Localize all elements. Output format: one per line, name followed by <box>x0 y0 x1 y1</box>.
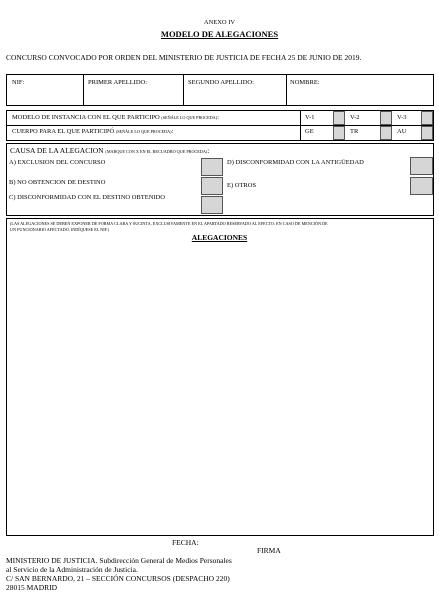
causa-e-label: E) OTROS <box>227 182 257 189</box>
cuerpo-option-ge-checkbox[interactable] <box>333 126 345 140</box>
firma-label: FIRMA <box>257 546 281 555</box>
segundo-apellido-field[interactable]: SEGUNDO APELLIDO: <box>188 79 254 86</box>
cuerpo-option-au-label: AU <box>397 128 407 135</box>
causa-a-label: A) EXCLUSION DEL CONCURSO <box>9 159 106 166</box>
cuerpo-option-ge-label: GE <box>305 128 314 135</box>
address-line-2: al Servicio de la Administración de Justicia. <box>6 565 138 574</box>
address-line-1: MINISTERIO DE JUSTICIA. Subdirección General de Medios Personales <box>6 556 232 565</box>
causa-a-checkbox[interactable] <box>201 158 223 176</box>
form-title: MODELO DE ALEGACIONES <box>160 29 279 39</box>
alegaciones-instructions-line1: (LAS ALEGACIONES SE DEBEN EXPONER DE FORMA CLARA Y SUCINTA, EXCLUSIVAMENTE EN EL APARTADO RESERVADO AL EFECTO. EN CASO DE MENCIÓN DE <box>10 221 328 226</box>
address-line-3: C/ SAN BERNARDO, 21 – SECCIÓN CONCURSOS (DESPACHO 220) <box>6 574 230 583</box>
instancia-option-v1-checkbox[interactable] <box>333 111 345 125</box>
alegaciones-heading: ALEGACIONES <box>191 233 248 242</box>
nif-field[interactable]: NIF: <box>12 79 25 86</box>
instancia-label: MODELO DE INSTANCIA CON EL QUE PARTICIPO (SEÑÁLE LO QUE PROCEDA): <box>12 114 219 121</box>
causa-d-label: D) DISCONFORMIDAD CON LA ANTIGÜEDAD <box>227 159 364 166</box>
causa-c-label: C) DISCONFORMIDAD CON EL DESTINO OBTENIDO <box>9 194 165 201</box>
alegaciones-block[interactable] <box>6 218 434 536</box>
instancia-option-v1-label: V-1 <box>305 114 315 121</box>
annex-label: ANEXO IV <box>203 19 236 26</box>
instancia-option-v2-checkbox[interactable] <box>380 111 392 125</box>
cuerpo-option-au-checkbox[interactable] <box>421 126 433 140</box>
causa-d-checkbox[interactable] <box>410 157 433 175</box>
causa-c-checkbox[interactable] <box>201 196 223 214</box>
cuerpo-option-tr-checkbox[interactable] <box>380 126 392 140</box>
address-line-4: 28015 MADRID <box>6 583 58 592</box>
causa-b-checkbox[interactable] <box>201 177 223 195</box>
causa-e-checkbox[interactable] <box>410 177 433 195</box>
cuerpo-option-tr-label: TR <box>350 128 359 135</box>
convocatoria-text: CONCURSO CONVOCADO POR ORDEN DEL MINISTERIO DE JUSTICIA DE FECHA 25 DE JUNIO DE 2019. <box>6 53 362 62</box>
fecha-label: FECHA: <box>172 538 199 547</box>
instancia-option-v2-label: V-2 <box>350 114 360 121</box>
alegaciones-instructions-line2: UN FUNCIONARIO AFECTADO, INDÍQUESE EL NIF.) <box>10 227 110 232</box>
instancia-option-v3-checkbox[interactable] <box>421 111 433 125</box>
causa-b-label: B) NO OBTENCION DE DESTINO <box>9 179 106 186</box>
primer-apellido-field[interactable]: PRIMER APELLIDO: <box>88 79 148 86</box>
instancia-option-v3-label: V-3 <box>397 114 407 121</box>
causa-label: CAUSA DE LA ALEGACION (MARQUE CON X EN EL RECUADRO QUE PROCEDA): <box>10 146 210 155</box>
nombre-field[interactable]: NOMBRE: <box>290 79 320 86</box>
cuerpo-label: CUERPO PARA EL QUE PARTICIPÓ (SEÑÁLE LO QUE PROCEDA): <box>12 128 174 135</box>
